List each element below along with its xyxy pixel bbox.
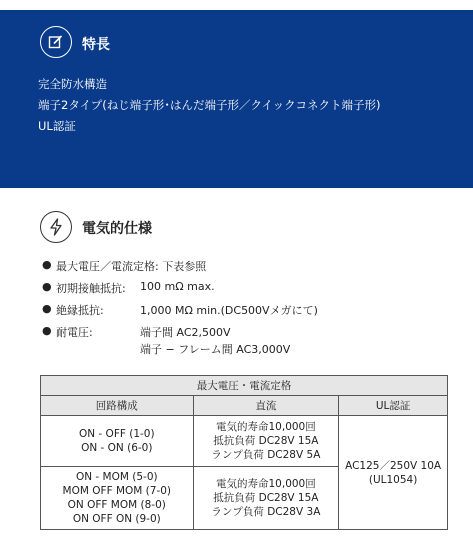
feature-item: UL認証 [38,119,76,133]
features-banner [0,10,473,188]
circuit-cell [41,416,194,467]
spec-value: 端子 − フレーム間 AC3,000V [140,343,291,356]
bullet: ● [42,258,52,271]
dc-line: ランプ負荷 DC28V 5A [211,449,321,461]
column-header: UL認証 [339,396,448,416]
features-title: 特長 [82,37,110,53]
dc-line: ランプ負荷 DC28V 3A [211,506,321,518]
rating-table [40,375,448,530]
circuit-line: ON - MOM (5-0) [75,471,158,483]
circuit-line: MOM OFF MOM (7-0) [62,485,172,497]
spec-value: 1,000 MΩ min.(DC500Vメガにて) [140,304,318,317]
circuit-line: ON OFF ON (9-0) [72,513,161,525]
column-header: 直流 [193,396,339,416]
circuit-line: ON OFF MOM (8-0) [67,499,166,511]
table-caption: 最大電圧・電流定格 [41,376,448,396]
feature-item: 完全防水構造 [38,77,107,91]
column-header: 回路構成 [41,396,194,416]
feature-item: 端子2タイプ(ねじ端子形･はんだ端子形／クイックコネクト端子形) [38,98,381,112]
bullet: ● [42,302,52,315]
table-row [41,416,448,467]
circuit-cell [41,467,194,530]
ul-line: AC125／250V 10A [345,459,442,472]
dc-line: 電気的寿命10,000回 [216,478,316,490]
specs-title: 電気的仕様 [82,221,152,237]
dc-line: 抵抗負荷 DC28V 15A [213,435,319,447]
edit-icon [40,26,72,58]
spec-value: 100 mΩ max. [140,280,215,293]
dc-cell [193,467,339,530]
spec-label: 最大電圧／電流定格: 下表参照 [56,260,207,273]
spec-label: 耐電圧: [56,326,93,339]
dc-cell [193,416,339,467]
circuit-line: ON - OFF (1-0) [78,428,155,440]
bullet: ● [42,280,52,293]
spec-value: 端子間 AC2,500V [140,326,231,339]
lightning-icon [40,211,72,243]
spec-label: 初期接触抵抗: [56,282,126,295]
dc-line: 抵抗負荷 DC28V 15A [213,492,319,504]
circuit-line: ON - ON (6-0) [81,442,153,454]
dc-line: 電気的寿命10,000回 [216,421,316,433]
bullet: ● [42,324,52,337]
ul-line: (UL1054) [368,473,418,486]
spec-label: 絶縁抵抗: [56,304,104,317]
ul-cell [339,416,448,530]
